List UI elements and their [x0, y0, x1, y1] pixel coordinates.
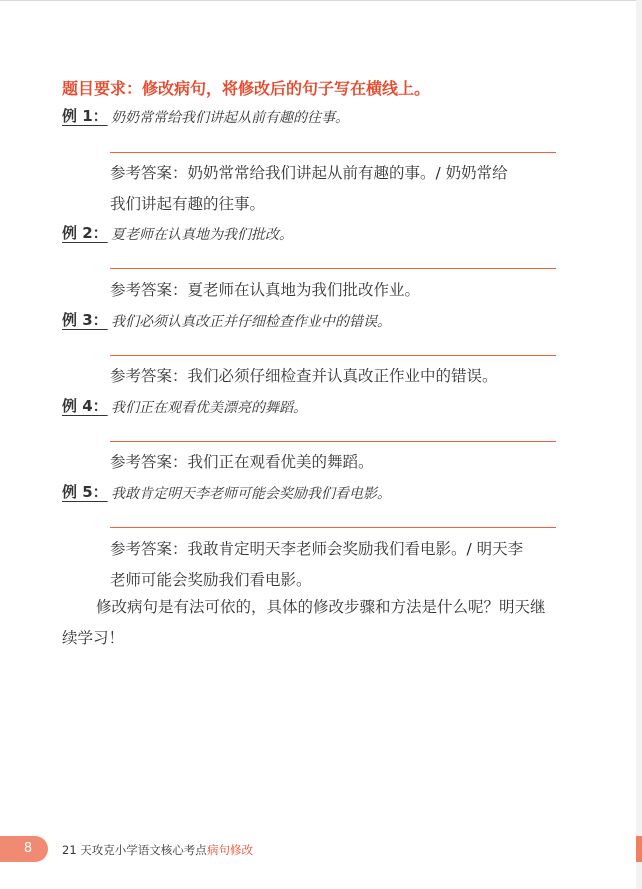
example-2-sentence: 夏老师在认真地为我们批改。 — [111, 227, 293, 243]
closing-paragraph: 修改病句是有法可依的，具体的修改步骤和方法是什么呢？明天继续学习！ — [62, 598, 546, 647]
example-5-answer-line-2: 老师可能会奖励我们看电影。 — [110, 571, 312, 589]
example-1-answer-line — [110, 152, 556, 153]
example-1-answer — [110, 158, 560, 220]
example-4-answer — [110, 447, 560, 478]
example-4-label: 例 4： — [62, 397, 108, 415]
page-edge — [636, 0, 642, 889]
example-4-answer-line — [110, 441, 556, 442]
example-3-label: 例 3： — [62, 311, 108, 329]
page-number: 8 — [0, 836, 48, 862]
example-2-label: 例 2： — [62, 224, 108, 242]
example-2-answer-line-1: 参考答案：夏老师在认真地为我们批改作业。 — [110, 281, 421, 299]
example-3-answer — [110, 361, 560, 392]
example-1-sentence: 奶奶常常给我们讲起从前有趣的往事。 — [111, 110, 349, 126]
footer-section-title: 病句修改 — [207, 843, 253, 857]
example-2-answer-line — [110, 268, 556, 269]
example-3-sentence: 我们必须认真改正并仔细检查作业中的错误。 — [111, 314, 391, 330]
example-1-answer-line-2: 我们讲起有趣的往事。 — [110, 195, 266, 213]
example-2-answer — [110, 275, 560, 306]
example-4-answer-line-1: 参考答案：我们正在观看优美的舞蹈。 — [110, 453, 374, 471]
example-5-answer-line — [110, 527, 556, 528]
edge-tab-marker — [636, 836, 642, 862]
example-5-label: 例 5： — [62, 483, 108, 501]
example-1-answer-line-1: 参考答案：奶奶常常给我们讲起从前有趣的事。/ 奶奶常给 — [110, 164, 508, 182]
example-5-answer-line-1: 参考答案：我敢肯定明天李老师会奖励我们看电影。/ 明天李 — [110, 540, 524, 558]
task-requirement: 题目要求：修改病句，将修改后的句子写在横线上。 — [62, 79, 431, 98]
example-3-answer-line — [110, 355, 556, 356]
example-5-sentence: 我敢肯定明天李老师可能会奖励我们看电影。 — [111, 486, 391, 502]
example-4-sentence: 我们正在观看优美漂亮的舞蹈。 — [111, 400, 307, 416]
top-border — [0, 0, 642, 1]
example-5-answer — [110, 534, 560, 596]
example-3-answer-line-1: 参考答案：我们必须仔细检查并认真改正作业中的错误。 — [110, 367, 498, 385]
footer-book-title: 21 天攻克小学语文核心考点 — [62, 843, 207, 857]
example-1-label: 例 1： — [62, 107, 108, 125]
